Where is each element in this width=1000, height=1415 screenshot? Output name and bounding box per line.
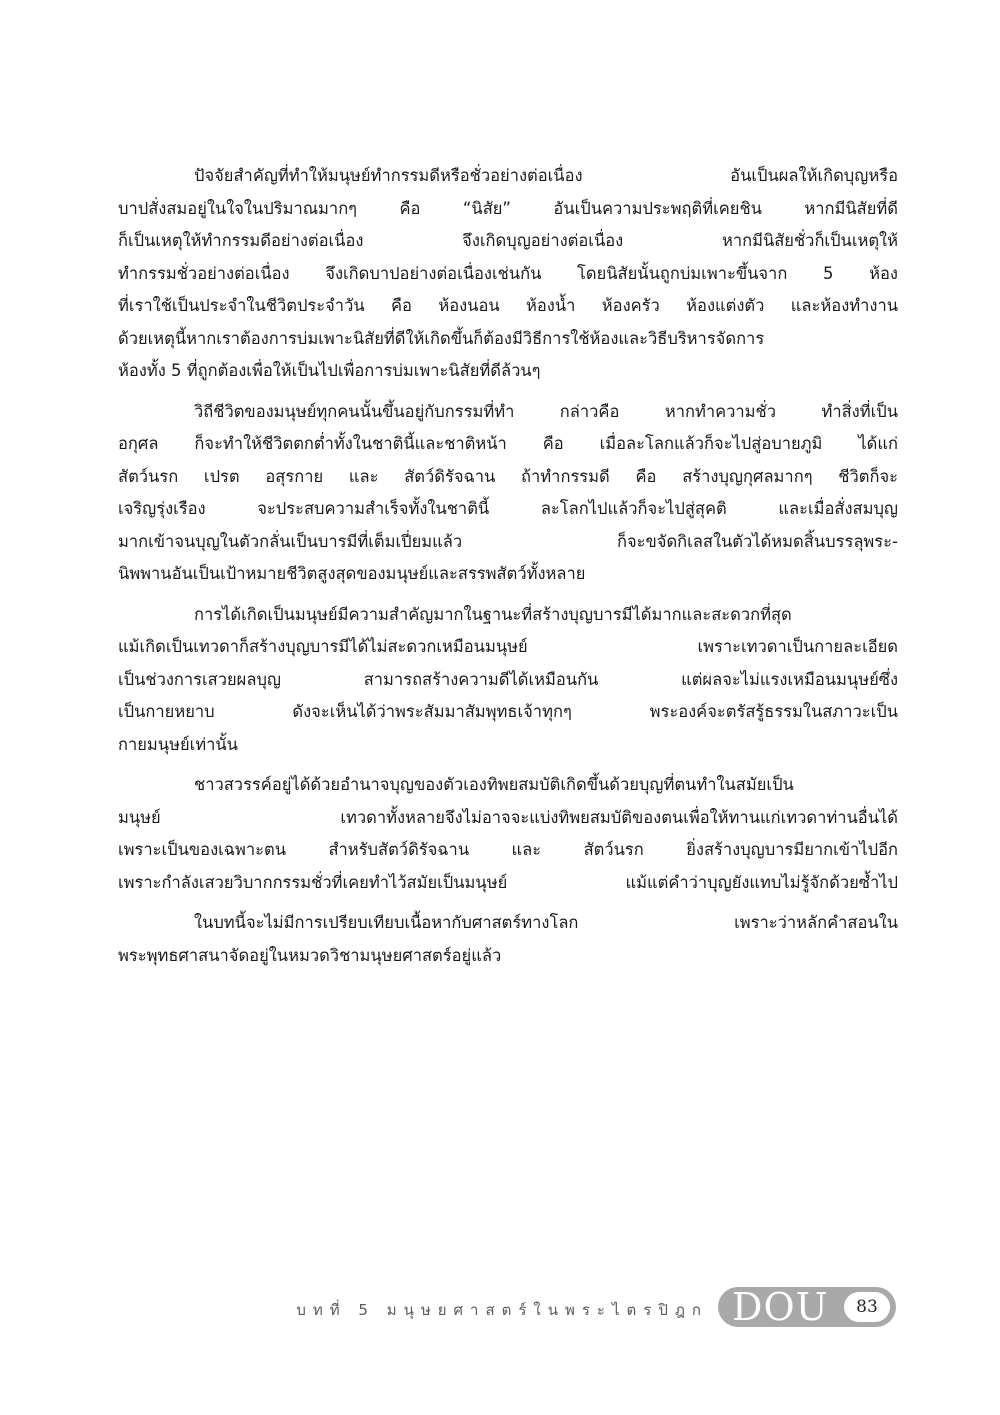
paragraph-line: ปัจจัยสำคัญที่ทำให้มนุษย์ทำกรรมดีหรือชั่วอย่างต่อเนื่อง อันเป็นผลให้เกิดบุญหรือ bbox=[194, 166, 898, 185]
paragraph-line: ห้องทั้ง 5 ที่ถูกต้องเพื่อให้เป็นไปเพื่อการบ่มเพาะนิสัยที่ดีล้วนๆ bbox=[118, 361, 541, 380]
paragraph-line: วิถีชีวิตของมนุษย์ทุกคนนั้นขึ้นอยู่กับกรรมที่ทำ กล่าวคือ หากทำความชั่ว ทำสิ่งที่เป็น bbox=[194, 401, 898, 421]
paragraph-line: ด้วยเหตุนี้หากเราต้องการบ่มเพาะนิสัยที่ดีให้เกิดขึ้นก็ต้องมีวิธีการใช้ห้องและวิธีบริหารจัดการ bbox=[118, 328, 765, 348]
paragraph-line: พระพุทธศาสนาจัดอยู่ในหมวดวิชามนุษยศาสตร์อยู่แล้ว bbox=[118, 945, 502, 965]
paragraph-line: เพราะกำลังเสวยวิบากกรรมชั่วที่เคยทำไว้สมัยเป็นมนุษย์ แม้แต่คำว่าบุญยังแทบไม่รู้จักด้วยซ้ำไป bbox=[118, 872, 898, 892]
paragraph-line: สัตว์นรก เปรต อสุรกาย และ สัตว์ดิรัจฉาน ถ้าทำกรรมดี คือ สร้างบุญกุศลมากๆ ชีวิตก็จะ bbox=[118, 466, 898, 486]
chapter-title: บทที่ 5 มนุษยศาสตร์ในพระไตรปิฎก bbox=[296, 1301, 708, 1319]
paragraph-line: อกุศล ก็จะทำให้ชีวิตตกต่ำทั้งในชาตินี้และชาติหน้า คือ เมื่อละโลกแล้วก็จะไปสู่อบายภูมิ ได้แก่ bbox=[118, 434, 898, 453]
paragraph-line: บาปสั่งสมอยู่ในใจในปริมาณมากๆ คือ “นิสัย” อันเป็นความประพฤติที่เคยชิน หากมีนิสัยที่ดี bbox=[118, 198, 898, 218]
body-text bbox=[118, 160, 898, 980]
paragraph-line: ทำกรรมชั่วอย่างต่อเนื่อง จึงเกิดบาปอย่างต่อเนื่องเช่นกัน โดยนิสัยนั้นถูกบ่มเพาะขึ้นจาก 5 ห้อง bbox=[118, 263, 898, 283]
paragraph-line: การได้เกิดเป็นมนุษย์มีความสำคัญมากในฐานะที่สร้างบุญบารมีได้มากและสะดวกที่สุด bbox=[194, 604, 792, 624]
footer-badge bbox=[718, 1287, 896, 1327]
page-number: 83 bbox=[844, 1292, 890, 1322]
paragraph-line: ในบทนี้จะไม่มีการเปรียบเทียบเนื้อหากับศาสตร์ทางโลก เพราะว่าหลักคำสอนใน bbox=[194, 913, 898, 932]
paragraph-line: มนุษย์ เทวดาทั้งหลายจึงไม่อาจจะแบ่งทิพยสมบัติของตนเพื่อให้ทานแก่เทวดาท่านอื่นได้ bbox=[118, 807, 898, 827]
paragraph-line: กายมนุษย์เท่านั้น bbox=[118, 734, 238, 754]
paragraph-4 bbox=[118, 769, 898, 899]
paragraph-line: เป็นช่วงการเสวยผลบุญ สามารถสร้างความดีได้เหมือนกัน แต่ผลจะไม่แรงเหมือนมนุษย์ซึ่ง bbox=[118, 669, 898, 689]
paragraph-line: เจริญรุ่งเรือง จะประสบความสำเร็จทั้งในชาตินี้ ละโลกไปแล้วก็จะไปสู่สุคติ และเมื่อสั่งสมบุญ bbox=[118, 499, 898, 518]
paragraph-line: นิพพานอันเป็นเป้าหมายชีวิตสูงสุดของมนุษย์และสรรพสัตว์ทั้งหลาย bbox=[118, 564, 586, 583]
paragraph-line: มากเข้าจนบุญในตัวกลั่นเป็นบารมีที่เต็มเปี่ยมแล้ว ก็จะขจัดกิเลสในตัวได้หมดสิ้นบรรลุพระ- bbox=[118, 531, 898, 551]
paragraph-line: เป็นกายหยาบ ดังจะเห็นได้ว่าพระสัมมาสัมพุทธเจ้าทุกๆ พระองค์จะตรัสรู้ธรรมในสภาวะเป็น bbox=[118, 702, 898, 721]
paragraph-line: แม้เกิดเป็นเทวดาก็สร้างบุญบารมีได้ไม่สะดวกเหมือนมนุษย์ เพราะเทวดาเป็นกายละเอียด bbox=[118, 637, 898, 656]
paragraph-3 bbox=[118, 599, 898, 762]
paragraph-line: ชาวสวรรค์อยู่ได้ด้วยอำนาจบุญของตัวเองทิพยสมบัติเกิดขึ้นด้วยบุญที่ตนทำในสมัยเป็น bbox=[194, 775, 794, 794]
paragraph-line: เพราะเป็นของเฉพาะตน สำหรับสัตว์ดิรัจฉาน และ สัตว์นรก ยิ่งสร้างบุญบารมียากเข้าไปอีก bbox=[118, 840, 898, 859]
page-footer bbox=[0, 1282, 1000, 1332]
paragraph-2 bbox=[118, 396, 898, 591]
paragraph-5 bbox=[118, 907, 898, 972]
paragraph-line: ก็เป็นเหตุให้ทำกรรมดีอย่างต่อเนื่อง จึงเกิดบุญอย่างต่อเนื่อง หากมีนิสัยชั่วก็เป็นเหตุให้ bbox=[118, 231, 898, 250]
paragraph-line: ที่เราใช้เป็นประจำในชีวิตประจำวัน คือ ห้องนอน ห้องน้ำ ห้องครัว ห้องแต่งตัว และห้องทำงาน bbox=[118, 296, 898, 315]
paragraph-1 bbox=[118, 160, 898, 388]
dou-logo: DOU bbox=[732, 1285, 829, 1329]
